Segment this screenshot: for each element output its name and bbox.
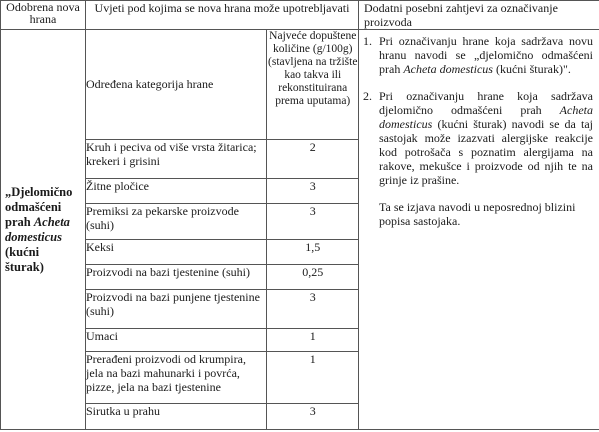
conditions-subtable: [86, 30, 359, 429]
requirement-text-part: (kućni šturak)".: [492, 62, 571, 76]
requirement-text-part: Pri označivanju hrane koja sadržava novu hranu navodi se „djelomično odmašćeni prah: [379, 34, 593, 76]
max-level-header: Najveće dopuštene količine (g/100g) (stavljena na tržište kao takva ili rekonstituirana prema uputama): [266, 30, 359, 139]
table-row: [86, 178, 359, 203]
category-cell: Premiksi za pekarske proizvode (suhi): [86, 203, 266, 239]
category-cell: Proizvodi na bazi punjene tjestenine (suhi): [86, 289, 266, 328]
table-header-row: [1, 1, 599, 30]
max-level-cell: 3: [266, 203, 359, 239]
max-level-cell: 1,5: [266, 239, 359, 264]
food-name-prefix: „Djelomično odmašćeni prah: [5, 184, 73, 229]
max-level-cell: 3: [266, 178, 359, 203]
requirement-text-part: (kućni šturak) navodi se da taj sastojak može izazvati alergijske reakcije kod potrošača s poznatim alergijama na rakove, mekušce i proizvode od njih te na grinje iz prašine.: [379, 117, 593, 187]
category-cell: Sirutka u prahu: [86, 403, 266, 429]
max-level-cell: 0,25: [266, 264, 359, 289]
table-row: [86, 264, 359, 289]
requirement-species: Acheta domesticus: [403, 62, 493, 76]
max-level-cell: 3: [266, 403, 359, 429]
max-level-cell: 2: [266, 139, 359, 178]
category-cell: Proizvodi na bazi tjestenine (suhi): [86, 264, 266, 289]
table-row: [86, 289, 359, 328]
requirement-item-1: [363, 34, 593, 76]
table-row: [86, 239, 359, 264]
header-conditions: Uvjeti pod kojima se nova hrana može upotrebljavati: [86, 1, 359, 30]
labelling-requirements-cell: [359, 30, 599, 430]
max-level-cell: 3: [266, 289, 359, 328]
requirement-item-2: [363, 89, 593, 187]
food-name-species: Acheta domesticus: [5, 214, 70, 244]
category-cell: Prerađeni proizvodi od krumpira, jela na bazi mahunarki i povrća, pizze, jela na bazi tjestenine: [86, 351, 266, 403]
requirement-text: [379, 89, 593, 187]
table-row: [86, 203, 359, 239]
requirement-number: 1.: [363, 34, 372, 48]
category-header: Određena kategorija hrane: [86, 30, 266, 139]
requirement-number: 2.: [363, 89, 372, 103]
requirement-text: [379, 34, 593, 76]
category-cell: Žitne pločice: [86, 178, 266, 203]
requirement-note: Ta se izjava navodi u neposrednoj blizini popisa sastojaka.: [379, 200, 576, 228]
table-row: [86, 351, 359, 403]
category-cell: Umaci: [86, 328, 266, 351]
conditions-cell: [86, 30, 359, 430]
table-row: [86, 403, 359, 429]
requirement-species: Acheta domesticus: [379, 103, 593, 131]
approved-food-name: [1, 30, 86, 430]
conditions-subheader-row: [86, 30, 359, 139]
table-row: [86, 328, 359, 351]
header-approved-food: Odobrena nova hrana: [1, 1, 86, 30]
table-row: [86, 139, 359, 178]
requirement-text-part: Pri označivanju hrane koja sadržava djelomično odmašćeni prah: [379, 89, 593, 117]
food-name-suffix: (kućni šturak): [5, 244, 44, 274]
table-body-row: [1, 30, 599, 430]
max-level-cell: 1: [266, 351, 359, 403]
header-labelling-requirements: Dodatni posebni zahtjevi za označivanje proizvoda: [359, 1, 599, 30]
category-cell: Keksi: [86, 239, 266, 264]
category-cell: Kruh i peciva od više vrsta žitarica; krekeri i grisini: [86, 139, 266, 178]
max-level-cell: 1: [266, 328, 359, 351]
